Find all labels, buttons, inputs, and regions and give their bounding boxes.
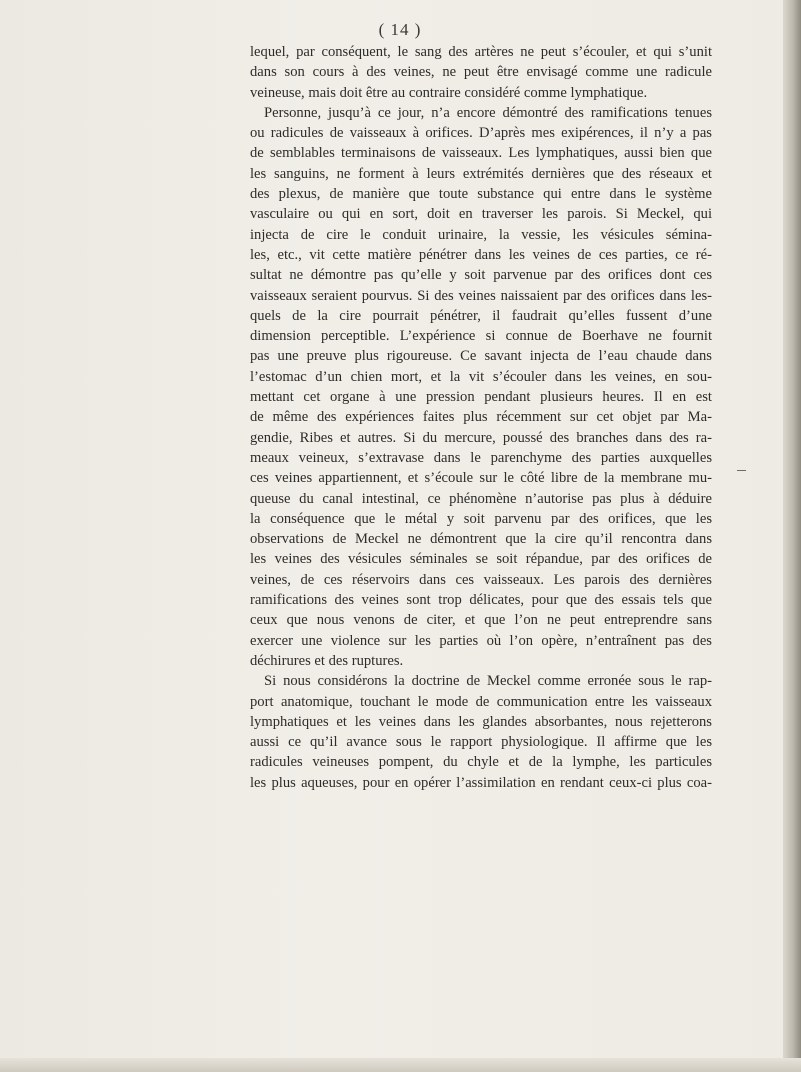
body-text <box>250 42 712 793</box>
text-line: lymphatiques et les veines dans les glandes absorbantes, nous rejetterons <box>250 713 712 730</box>
text-line: les, etc., vit cette matière pénétrer dans les veines de ces parties, ce ré- <box>250 246 712 263</box>
text-line: exercer une violence sur les parties où l’on opère, n’entraînent pas des <box>250 632 712 649</box>
page-number: ( 14 ) <box>378 20 422 39</box>
text-line: ceux que nous venons de citer, et que l’on ne peut entreprendre sans <box>250 612 712 629</box>
text-line: les plus aqueuses, pour en opérer l’assimilation en rendant ceux-ci plus coa- <box>250 774 712 791</box>
paragraph-2 <box>250 103 712 671</box>
text-line: vasculaire ou qui en sort, doit en traverser les parois. Si Meckel, qui <box>250 206 712 223</box>
margin-ink-mark <box>737 470 746 471</box>
text-line: de même des expériences faites plus récemment sur cet objet par Ma- <box>250 409 712 426</box>
text-line: dimension perceptible. L’expérience si connue de Boerhave ne fournit <box>250 328 712 345</box>
text-line: déchirures et des ruptures. <box>250 652 404 669</box>
text-line: des plexus, de manière que toute substance qui entre dans le système <box>250 186 712 203</box>
text-line: veineuse, mais doit être au contraire considéré comme lymphatique. <box>250 84 648 101</box>
text-line: ramifications des veines sont trop délicates, pour que des essais tels que <box>250 592 712 609</box>
text-line: les sanguins, ne forment à leurs extrémités dernières que des réseaux et <box>250 165 712 182</box>
text-line: la conséquence que le métal y soit parvenu par des orifices, que les <box>250 510 712 527</box>
text-line: gendie, Ribes et autres. Si du mercure, poussé des branches dans des ra- <box>250 429 712 446</box>
text-line: radicules veineuses pompent, du chyle et de la lymphe, les particules <box>250 754 712 771</box>
text-line: pas une preuve plus rigoureuse. Ce savant injecta de l’eau chaude dans <box>250 348 712 365</box>
text-line: mettant cet organe à une pression pendant plusieurs heures. Il en est <box>250 389 712 406</box>
text-line: ces veines appartiennent, et s’écoule sur le côté libre de la membrane mu- <box>250 470 712 487</box>
text-line: port anatomique, touchant le mode de communication entre les vaisseaux <box>250 693 712 710</box>
text-line: meaux veineux, s’extravase dans le parenchyme des parties auxquelles <box>250 449 712 466</box>
text-line: de semblables terminaisons de vaisseaux. Les lymphatiques, aussi bien que <box>250 145 712 162</box>
text-line: les veines des vésicules séminales se soit répandue, par des orifices de <box>250 551 712 568</box>
text-line: Personne, jusqu’à ce jour, n’a encore démontré des ramifications tenues <box>264 104 712 121</box>
text-line: lequel, par conséquent, le sang des artères ne peut s’écouler, et qui s’unit <box>250 44 712 60</box>
paragraph-1 <box>250 42 712 103</box>
text-line: injecta de cire le conduit urinaire, la vessie, les vésicules sémina- <box>250 226 712 243</box>
text-line: queuse du canal intestinal, ce phénomène n’autorise pas plus à déduire <box>250 490 712 507</box>
text-line: quels de la cire pourrait pénétrer, il faudrait qu’elles fussent d’une <box>250 307 712 324</box>
text-line: dans son cours à des veines, ne peut être envisagé comme une radicule <box>250 64 712 81</box>
book-binding-edge <box>783 0 801 1072</box>
page-bottom-edge <box>0 1058 801 1072</box>
text-line: ou radicules de vaisseaux à orifices. D’après mes exipérences, il n’y a pas <box>250 125 712 142</box>
text-line: aussi ce qu’il avance sous le rapport physiologique. Il affirme que les <box>250 734 712 751</box>
text-line: observations de Meckel ne démontrent que la cire qu’il rencontra dans <box>250 531 712 548</box>
text-line: l’estomac d’un chien mort, et la vit s’écouler dans les veines, en sou- <box>250 368 712 385</box>
text-line: sultat ne démontre pas qu’elle y soit parvenue par des orifices dont ces <box>250 267 712 284</box>
text-line: Si nous considérons la doctrine de Meckel comme erronée sous le rap- <box>264 673 712 690</box>
text-line: vaisseaux seraient pourvus. Si des veines naissaient par des orifices dans les- <box>250 287 712 304</box>
paragraph-3 <box>250 671 712 793</box>
text-line: veines, de ces réservoirs dans ces vaisseaux. Les parois des dernières <box>250 571 712 588</box>
